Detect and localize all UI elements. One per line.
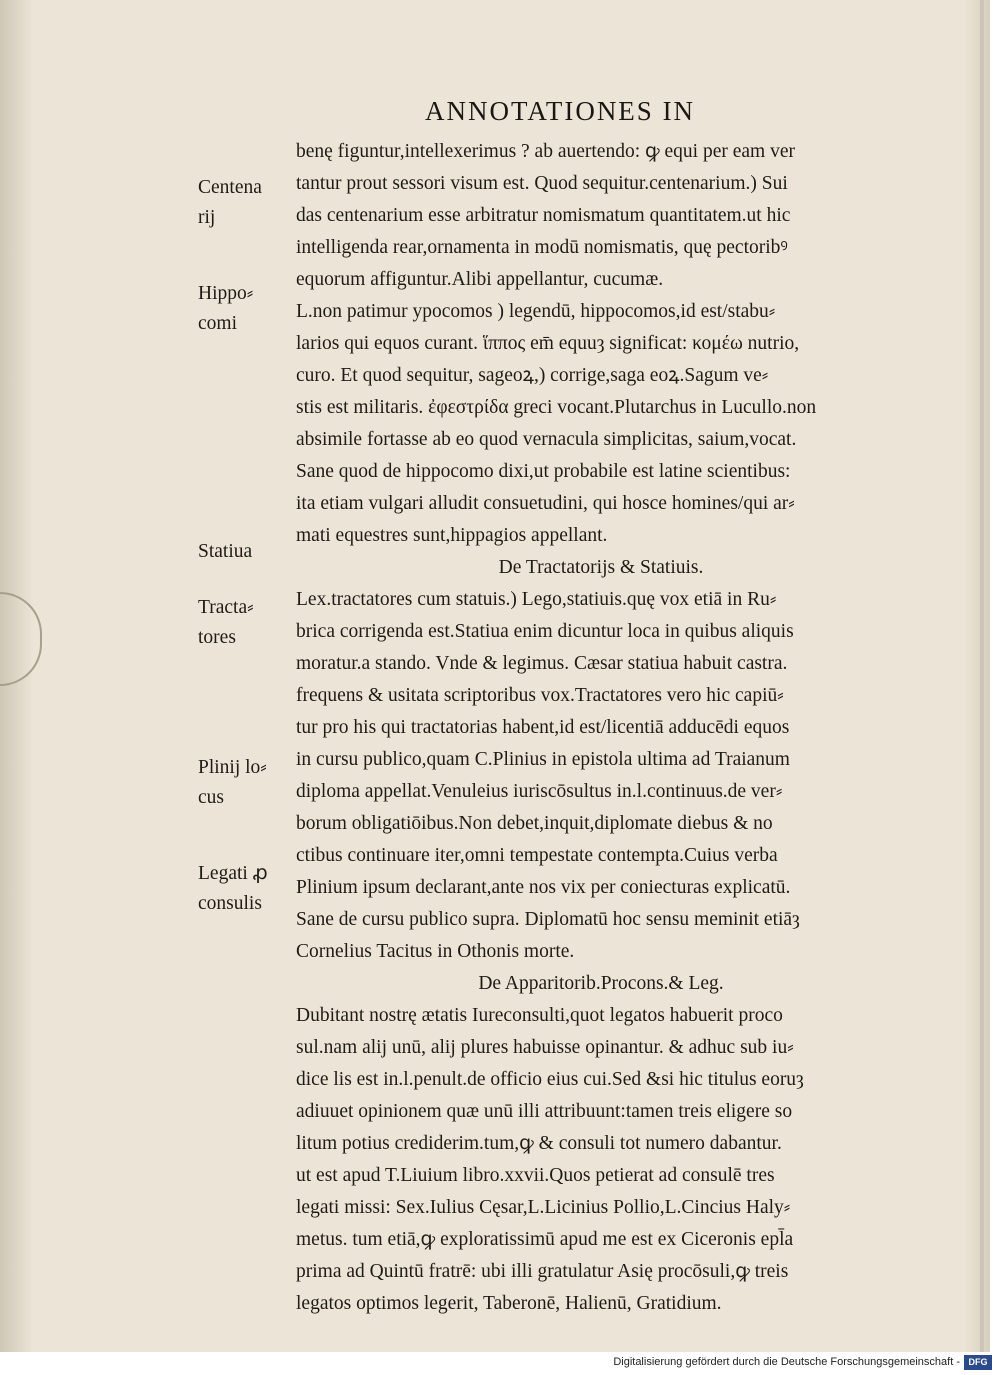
text-line: diploma appellat.Venuleius iuriscōsultus in.l.continuus.de ver⸗ xyxy=(296,781,783,802)
text-line: larios qui equos curant. ἵππος em̄ equuȝ significat: κομέω nutrio, xyxy=(296,333,800,354)
text-line: intelligenda rear,ornamenta in modū nomismatis, quę pectoribꝰ xyxy=(296,237,788,258)
text-line: tur pro his qui tractatorias habent,id est/licentiā adducēdi equos xyxy=(296,717,790,738)
margin-note-legati-proconsulis: Legati ꝓ consulis xyxy=(198,863,268,914)
text-line: curo. Et quod sequitur, sageoꝝ,) corrige,saga eoꝝ.Sagum ve⸗ xyxy=(296,365,769,386)
text-line: mati equestres sunt,hippagios appellant. xyxy=(296,525,608,546)
binding-mark xyxy=(0,592,42,686)
text-line: equorum affiguntur.Alibi appellantur, cucumæ. xyxy=(296,269,664,290)
section-heading-tractatores: De Tractatorijs & Statiuis. xyxy=(498,557,704,578)
text-line: absimile fortasse ab eo quod vernacula simplicitas, saium,vocat. xyxy=(296,429,797,450)
text-line: ctibus continuare iter,omni tempestate contempta.Cuius verba xyxy=(296,845,778,866)
margin-note-centenarij: Centena rij xyxy=(198,177,262,228)
text-line: Dubitant nostrę ætatis Iureconsulti,quot legatos habuerit proco xyxy=(296,1005,783,1026)
footer-bar xyxy=(0,1352,1000,1375)
text-line: tantur prout sessori visum est. Quod sequitur.centenarium.) Sui xyxy=(296,173,788,194)
text-line: moratur.a stando. Vnde & legimus. Cæsar statiua habuit castra. xyxy=(296,653,788,674)
margin-note-statiua: Statiua xyxy=(198,541,253,562)
text-line: frequens & usitata scriptoribus vox.Tractatores vero hic capiū⸗ xyxy=(296,685,784,706)
text-line: in cursu publico,quam C.Plinius in epistola ultima ad Traianum xyxy=(296,749,790,770)
text-line: litum potius crediderim.tum,ꝙ & consuli tot numero dabantur. xyxy=(296,1133,782,1154)
margin-note-hippocomi: Hippo⸗ comi xyxy=(198,283,254,334)
page-edge xyxy=(980,0,984,1352)
text-line: Plinium ipsum declarant,ante nos vix per coniecturas explicatū. xyxy=(296,877,791,898)
funding-credit: Digitalisierung gefördert durch die Deutsche Forschungsgemeinschaft - xyxy=(613,1356,960,1368)
text-line: adiuuet opinionem quæ unū illi attribuunt:tamen treis eligere so xyxy=(296,1101,793,1122)
main-text xyxy=(296,136,906,1320)
text-line: metus. tum etiā,ꝙ exploratissimū apud me est ex Ciceronis epl̄a xyxy=(296,1229,794,1250)
text-line: stis est militaris. ἐφεστρίδα greci vocant.Plutarchus in Lucullo.non xyxy=(296,397,817,418)
margin-note-plinij-locus: Plinij lo⸗ cus xyxy=(198,757,267,808)
text-line: Cornelius Tacitus in Othonis morte. xyxy=(296,941,575,962)
text-line: borum obligatiōibus.Non debet,inquit,diplomate diebus & no xyxy=(296,813,773,834)
dfg-logo-icon: DFG xyxy=(964,1355,992,1370)
text-line: benę figuntur,intellexerimus ? ab auertendo: ꝙ equi per eam ver xyxy=(296,141,796,162)
text-line: prima ad Quintū fratrē: ubi illi gratulatur Asię procōsuli,ꝙ treis xyxy=(296,1261,789,1282)
text-line: legati missi: Sex.Iulius Cęsar,L.Licinius Pollio,L.Cincius Haly⸗ xyxy=(296,1197,791,1218)
text-line: ut est apud T.Liuium libro.xxvii.Quos petierat ad consulē tres xyxy=(296,1165,775,1186)
text-line: Lex.tractatores cum statuis.) Lego,statiuis.quę vox etiā in Ru⸗ xyxy=(296,589,777,610)
text-line: L.non patimur ypocomos ) legendū, hippocomos,id est/stabu⸗ xyxy=(296,301,776,322)
text-line: sul.nam alij unū, alij plures habuisse opinantur. & adhuc sub iu⸗ xyxy=(296,1037,794,1058)
text-line: legatos optimos legerit, Taberonē, Halienū, Gratidium. xyxy=(296,1293,722,1314)
text-line: ita etiam vulgari alludit consuetudini, qui hosce homines/qui ar⸗ xyxy=(296,493,795,514)
text-line: dice lis est in.l.penult.de officio eius cui.Sed &si hic titulus eoruȝ xyxy=(296,1069,804,1090)
running-heading: ANNOTATIONES IN xyxy=(425,96,696,126)
margin-note-tractatores: Tracta⸗ tores xyxy=(198,597,254,648)
section-heading-apparitores: De Apparitorib.Procons.& Leg. xyxy=(478,973,724,994)
text-line: das centenarium esse arbitratur nomismatum quantitatem.ut hic xyxy=(296,205,791,226)
text-line: Sane quod de hippocomo dixi,ut probabile est latine scientibus: xyxy=(296,461,791,482)
text-line: brica corrigenda est.Statiua enim dicuntur loca in quibus aliquis xyxy=(296,621,794,642)
text-line: Sane de cursu publico supra. Diplomatū hoc sensu meminit etiāȝ xyxy=(296,909,800,930)
